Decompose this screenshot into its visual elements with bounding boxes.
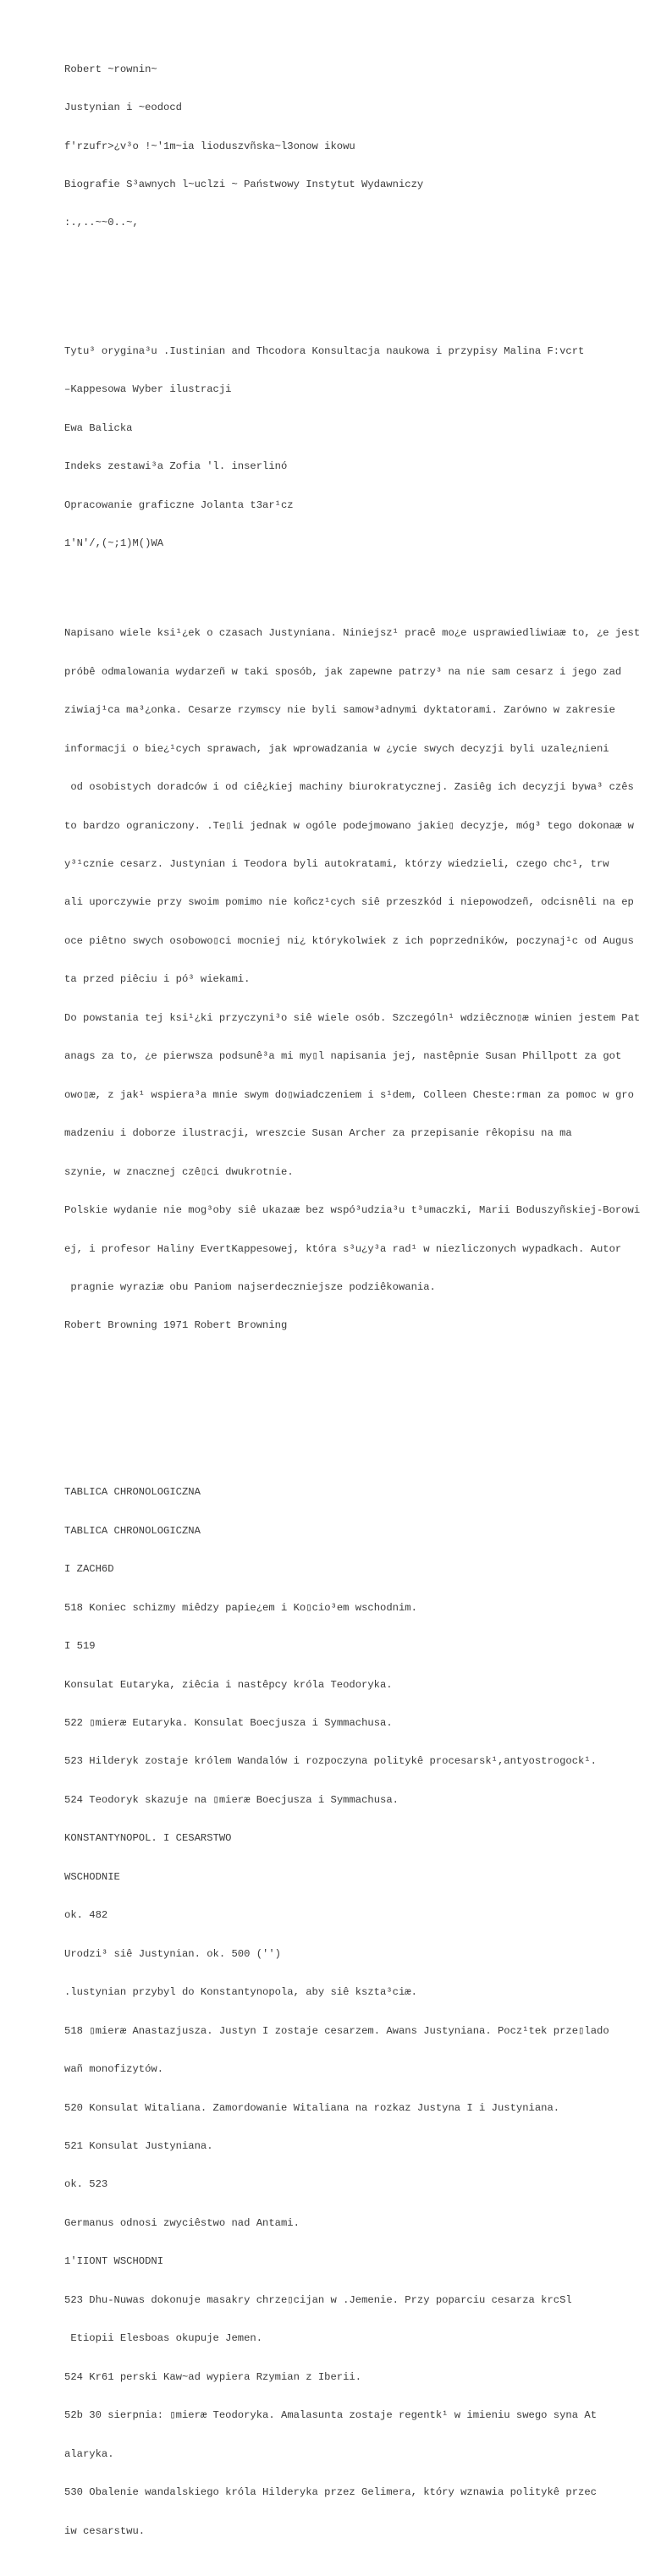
chronology-line: iw cesarstwu. (64, 2524, 146, 2537)
header-line: Robert ~rownin~ (64, 63, 157, 75)
credits-block (64, 320, 648, 576)
chronology-line: WSCHODNIE (64, 1870, 120, 1883)
chronology-line: 518 Koniec schizmy miêdzy papie¿em i Ko▯cio³em wschodnim. (64, 1601, 417, 1614)
chronology-line: 530 Obalenie wandalskiego króla Hilderyka przez Gelimera, który wznawia politykê przec (64, 2486, 597, 2499)
chronology-line: ok. 523 (64, 2178, 108, 2191)
chronology-line: I ZACH6D (64, 1563, 114, 1576)
chronology-line: .lustynian przybyl do Konstantynopola, aby siê kszta³ciæ. (64, 1986, 417, 1999)
preface-line: szynie, w znacznej czê▯ci dwukrotnie. (64, 1165, 294, 1178)
preface-line: próbê odmalowania wydarzeñ w taki sposób, jak zapewne patrzy³ na nie sam cesarz i jego zad (64, 665, 622, 678)
chronology-line: Germanus odnosi zwyciêstwo nad Antami. (64, 2216, 300, 2229)
preface-line: pragnie wyraziæ obu Paniom najserdeczniejsze podziêkowania. (64, 1281, 436, 1294)
chronology-block (64, 1461, 648, 2563)
chronology-heading: TABLICA CHRONOLOGICZNA (64, 1486, 201, 1499)
preface-line: to bardzo ograniczony. .Te▯li jednak w ogóle podejmowano jakie▯ decyzje, móg³ tego dokonaæ w (64, 819, 634, 832)
preface-line: od osobistych doradców i od ciê¿kiej machiny biurokratycznej. Zasiêg ich decyzji bywa³ czês (64, 781, 634, 794)
chronology-line: ok. 482 (64, 1909, 108, 1922)
chronology-line: 520 Konsulat Witaliana. Zamordowanie Witaliana na rozkaz Justyna I i Justyniana. (64, 2101, 560, 2114)
chronology-line: Etiopii Elesboas okupuje Jemen. (64, 2332, 263, 2345)
credits-line: 1'N'/,(~;1)M()WA (64, 537, 164, 550)
chronology-line: wañ monofizytów. (64, 2063, 164, 2076)
preface-line: ta przed piêciu i pó³ wiekami. (64, 973, 251, 986)
chronology-line: Urodzi³ siê Justynian. ok. 500 ('') (64, 1947, 281, 1960)
preface-line: informacji o bie¿¹cych sprawach, jak wprowadzania w ¿ycie swych decyzji byli uzale¿nieni (64, 742, 609, 755)
credits-line: Indeks zestawi³a Zofia 'l. inserlinó (64, 460, 288, 473)
header-block (64, 37, 648, 256)
chronology-line: I 519 (64, 1640, 96, 1653)
chronology-line: 523 Dhu-Nuwas dokonuje masakry chrze▯cijan w .Jemenie. Przy poparciu cesarza krcSl (64, 2293, 572, 2306)
spacer (64, 1423, 648, 1435)
chronology-line: 524 Kr61 perski Kaw~ad wypiera Rzymian z Iberii. (64, 2370, 362, 2383)
header-line: Justynian i ~eodocd (64, 102, 182, 114)
credits-line: Opracowanie graficzne Jolanta t3ar¹cz (64, 498, 294, 511)
chronology-line: 1'IIONT WSCHODNI (64, 2255, 164, 2268)
preface-line: ej, i profesor Haliny EvertKappesowej, która s³u¿y³a rad¹ w niezliczonych wypadkach. Autor (64, 1242, 622, 1255)
chronology-heading: TABLICA CHRONOLOGICZNA (64, 1524, 201, 1537)
preface-line: Polskie wydanie nie mog³oby siê ukazaæ bez wspó³udzia³u t³umaczki, Marii Boduszyñskiej-Borowi (64, 1204, 641, 1217)
preface-line: madzeniu i doborze ilustracji, wreszcie Susan Archer za przepisanie rêkopisu na ma (64, 1127, 572, 1140)
document-page (64, 12, 648, 2576)
header-line: :.,..~~0..~, (64, 217, 139, 229)
spacer (64, 281, 648, 294)
chronology-line: Konsulat Eutaryka, ziêcia i nastêpcy króla Teodoryka. (64, 1678, 393, 1691)
chronology-line: 52b 30 sierpnia: ▯mieræ Teodoryka. Amalasunta zostaje regentk¹ w imieniu swego syna At (64, 2409, 598, 2422)
chronology-line: 524 Teodoryk skazuje na ▯mieræ Boecjusza i Symmachusa. (64, 1793, 399, 1806)
preface-block (64, 602, 648, 1358)
preface-line: owo▯æ, z jak¹ wspiera³a mnie swym do▯wiadczeniem i s¹dem, Colleen Cheste:rman za pomoc w gro (64, 1088, 634, 1101)
chronology-line: 523 Hilderyk zostaje królem Wandalów i rozpoczyna politykê procesarsk¹,antyostrogock¹. (64, 1755, 597, 1768)
spacer (64, 1384, 648, 1396)
header-line: f'rzufr>¿v³o !~'1m~ia lioduszvñska~l3onow ikowu (64, 140, 355, 152)
preface-line: Do powstania tej ksi¹¿ki przyczyni³o siê wiele osób. Szczególn¹ wdziêczno▯æ winien jestem Pat (64, 1011, 641, 1024)
credits-line: Ewa Balicka (64, 421, 133, 434)
preface-line: oce piêtno swych osobowo▯ci mocniej ni¿ którykolwiek z ich poprzedników, poczynaj¹c od Augus (64, 934, 634, 947)
preface-line: Robert Browning 1971 Robert Browning (64, 1319, 288, 1332)
preface-line: Napisano wiele ksi¹¿ek o czasach Justyniana. Niniejsz¹ pracê mo¿e usprawiedliwiaæ to, ¿e jest (64, 627, 641, 640)
header-line: Biografie S³awnych l~uclzi ~ Państwowy Instytut Wydawniczy (64, 178, 424, 190)
preface-line: anags za to, ¿e pierwsza podsunê³a mi my▯l napisania jej, nastêpnie Susan Phillpott za got (64, 1050, 622, 1063)
preface-line: ali uporczywie przy swoim pomimo nie koñcz¹cych siê przeszkód i niepowodzeñ, odcisnêli na ep (64, 896, 634, 909)
chronology-line: KONSTANTYNOPOL. I CESARSTWO (64, 1832, 232, 1845)
credits-line: Tytu³ orygina³u .Iustinian and Thcodora Konsultacja naukowa i przypisy Malina F:vcrt (64, 344, 585, 357)
chronology-line: 522 ▯mieræ Eutaryka. Konsulat Boecjusza i Symmachusa. (64, 1717, 393, 1730)
preface-line: y³¹cznie cesarz. Justynian i Teodora byli autokratami, którzy wiedzieli, czego chc¹, trw (64, 858, 609, 871)
credits-line: –Kappesowa Wyber ilustracji (64, 383, 232, 396)
chronology-line: 521 Konsulat Justyniana. (64, 2140, 213, 2153)
chronology-line: alaryka. (64, 2447, 114, 2460)
preface-line: ziwiaj¹ca ma³¿onka. Cesarze rzymscy nie byli samow³adnymi dyktatorami. Zarówno w zakresie (64, 704, 615, 717)
chronology-line: 518 ▯mieræ Anastazjusza. Justyn I zostaje cesarzem. Awans Justyniana. Pocz¹tek prze▯lado (64, 2024, 609, 2037)
